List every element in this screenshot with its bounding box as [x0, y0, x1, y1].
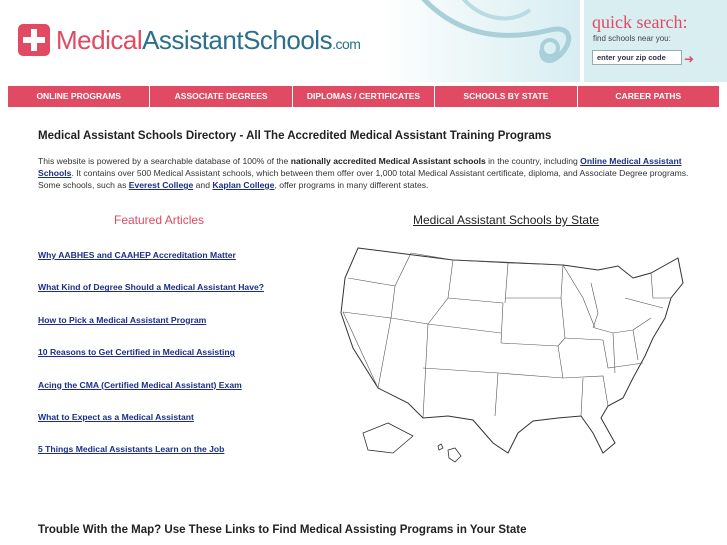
site-logo[interactable]: [18, 24, 360, 56]
quick-search-panel: [584, 0, 727, 82]
nav-diplomas-certificates[interactable]: DIPLOMAS / CERTIFICATES: [293, 86, 435, 107]
search-go-arrow-icon[interactable]: ➜: [684, 52, 695, 66]
article-link-degree[interactable]: What Kind of Degree Should a Medical Assistant Have?: [38, 282, 265, 293]
logo-text: MedicalAssistantSchools.com: [56, 24, 361, 55]
everest-college-link[interactable]: Everest College: [128, 180, 194, 190]
nav-career-paths[interactable]: CAREER PATHS: [615, 91, 682, 101]
header: [0, 0, 727, 82]
main-nav: [8, 86, 719, 107]
quick-search-subtitle: find schools near you:: [593, 34, 671, 43]
zip-code-input[interactable]: enter your zip code: [592, 50, 682, 65]
article-link-five-things[interactable]: 5 Things Medical Assistants Learn on the Job: [38, 444, 225, 455]
article-link-get-certified[interactable]: 10 Reasons to Get Certified in Medical Assisting: [38, 347, 235, 358]
us-states-map[interactable]: [333, 238, 703, 470]
featured-articles-list: [38, 249, 264, 476]
stethoscope-icon: [400, 0, 580, 80]
nav-associate-degrees[interactable]: ASSOCIATE DEGREES: [150, 86, 292, 107]
article-link-pick-program[interactable]: How to Pick a Medical Assistant Program: [38, 314, 207, 325]
quick-search-title: quick search:: [592, 12, 688, 32]
article-link-cma-exam[interactable]: Acing the CMA (Certified Medical Assistant) Exam: [38, 379, 242, 390]
article-link-what-to-expect[interactable]: What to Expect as a Medical Assistant: [38, 411, 194, 422]
intro-paragraph: This website is powered by a searchable database of 100% of the nationally accredited Medical Assistant schools in the country, including Online Medical Assistant Schools. It contains over 500 Medical Assistant schools, which between them offer over 1,000 total Medical Assistant certificate, diploma, and Associate Degree programs. Some schools, such as Everest College and Kaplan College, offer programs in many different states.: [38, 156, 689, 190]
map-title: Medical Assistant Schools by State: [413, 213, 600, 227]
article-link-accreditation[interactable]: Why AABHES and CAAHEP Accreditation Matter: [38, 250, 236, 260]
state-links-heading: Trouble With the Map? Use These Links to Find Medical Assisting Programs in Your State: [38, 524, 527, 536]
page-title: Medical Assistant Schools Directory - All The Accredited Medical Assistant Training Programs: [38, 130, 552, 142]
medical-cross-icon: [18, 24, 50, 56]
featured-articles-title: Featured Articles: [114, 213, 205, 227]
nav-schools-by-state[interactable]: SCHOOLS BY STATE: [435, 86, 577, 107]
kaplan-college-link[interactable]: Kaplan College: [212, 180, 275, 190]
nav-online-programs[interactable]: ONLINE PROGRAMS: [8, 86, 150, 107]
online-schools-link[interactable]: Online Medical Assistant Schools: [38, 156, 682, 178]
